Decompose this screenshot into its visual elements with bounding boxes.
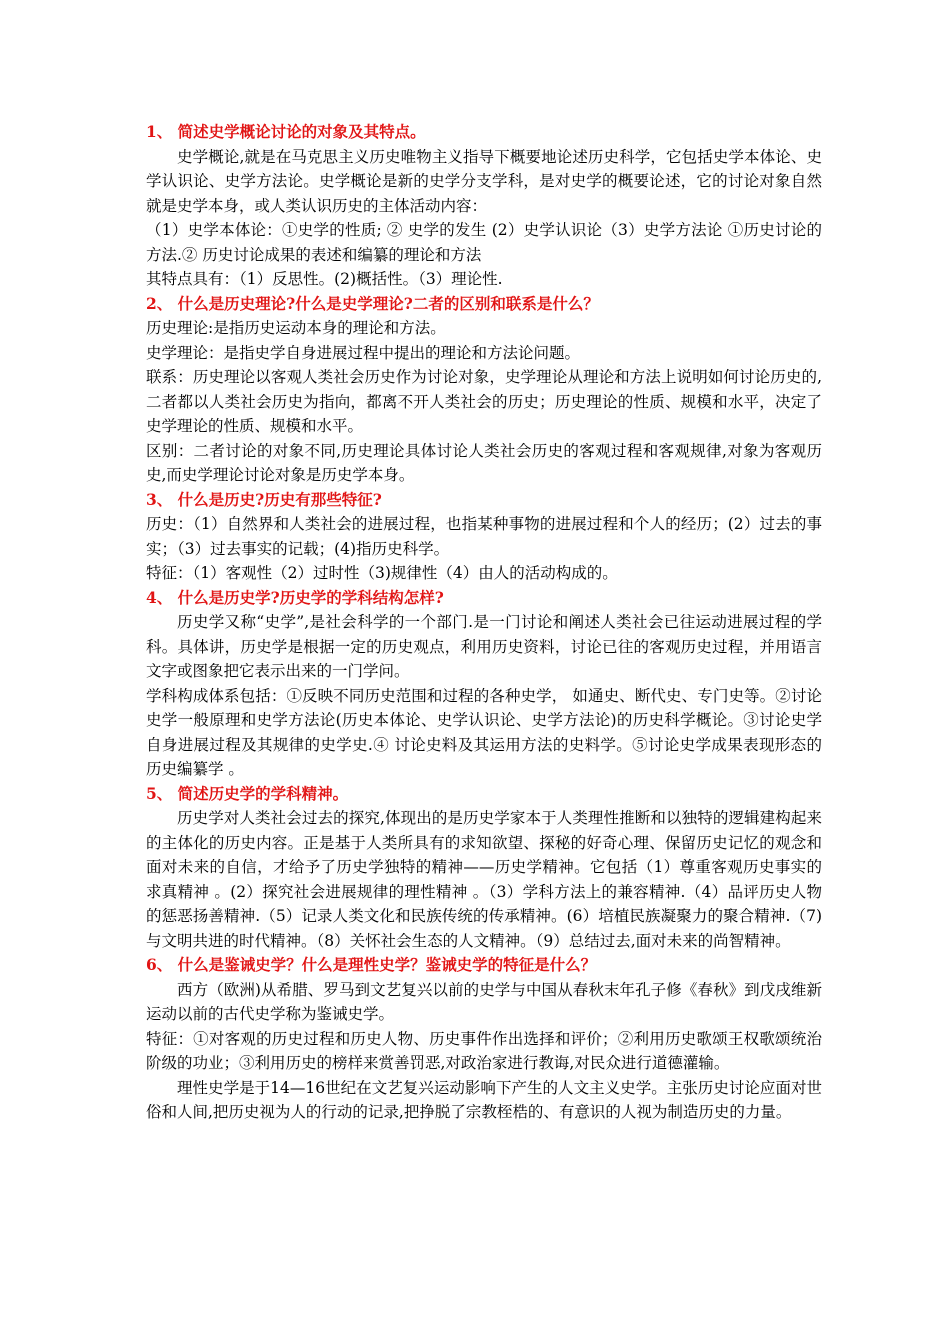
section-heading-3: 3、 什么是历史?历史有那些特征? [146,489,382,509]
paragraph: 历史：（1）自然界和人类社会的进展过程，也指某种事物的进展过程和个人的经历；(2）过去的事实；（3）过去事实的记载；(4)指历史科学。 [146,515,822,558]
paragraph: 历史理论:是指历史运动本身的理论和方法。 [146,319,446,337]
paragraph: 特征：（1）客观性（2）过时性（3)规律性（4）由人的活动构成的。 [146,564,618,582]
paragraph: 学科构成体系包括：①反映不同历史范围和过程的各种史学， 如通史、断代史、专门史等。②讨论史学一般原理和史学方法论(历史本体论、史学认识论、史学方法论)的历史科学概论。③讨论史学自身进展过程及其规律的史学史.④ 讨论史料及其运用方法的史料学。⑤讨论史学成果表现形态的历史编纂学 。 [146,686,822,778]
section-heading-6: 6、 什么是鉴诫史学？什么是理性史学？鉴诫史学的特征是什么？ [146,955,597,974]
section-heading-2: 2、 什么是历史理论?什么是史学理论?二者的区别和联系是什么？ [146,293,599,313]
paragraph: 史学概论,就是在马克思主义历史唯物主义指导下概要地论述历史科学，它包括史学本体论、史学认识论、史学方法论。史学概论是新的史学分支学科，是对史学的概要论述，它的讨论对象自然就是史学本身，或人类认识历史的主体活动内容： [146,147,822,215]
paragraph: 特征：①对客观的历史过程和历史人物、历史事件作出选择和评价；②利用历史歌颂王权歌颂统治阶级的功业；③利用历史的榜样来赏善罚恶,对政治家进行教诲,对民众进行道德灌输。 [146,1029,822,1072]
section-heading-4: 4、 什么是历史学?历史学的学科结构怎样? [146,587,444,607]
paragraph: 其特点具有：（1）反思性。(2)概括性。（3）理论性. [146,270,503,288]
paragraph: 联系：历史理论以客观人类社会历史作为讨论对象，史学理论从理论和方法上说明如何讨论历史的,二者都以人类社会历史为指向，都离不开人类社会的历史；历史理论的性质、规模和水平，决定了史学理论的性质、规模和水平。 [146,368,822,435]
paragraph: 理性史学是于14—16世纪在文艺复兴运动影响下产生的人文主义史学。主张历史讨论应面对世俗和人间,把历史视为人的行动的记录,把挣脱了宗教桎梏的、有意识的人视为制造历史的力量。 [146,1078,822,1121]
paragraph: 史学理论：是指史学自身进展过程中提出的理论和方法论问题。 [146,343,581,362]
paragraph: 历史学又称“史学”,是社会科学的一个部门.是一门讨论和阐述人类社会已往运动进展过程的学科。具体讲，历史学是根据一定的历史观点，利用历史资料，讨论已往的客观历史过程，并用语言文字或图象把它表示出来的一门学问。 [146,613,822,680]
paragraph: 历史学对人类社会过去的探究,体现出的是历史学家本于人类理性推断和以独特的逻辑建构起来的主体化的历史内容。正是基于人类所具有的求知欲望、探秘的好奇心理、保留历史记忆的观念和面对未来的自信，才给予了历史学独特的精神——历史学精神。它包括（1）尊重客观历史事实的求真精神 。(2）探究社会进展规律的理性精神 。（3）学科方法上的兼容精神.（4）品评历史人物的惩恶扬善精神.（5）记录人类文化和民族传统的传承精神。(6）培植民族凝聚力的聚合精神.（7)与文明共进的时代精神。（8）关怀社会生态的人文精神。（9）总结过去,面对未来的尚智精神。 [146,809,822,950]
document-body [146,120,822,1125]
section-heading-1: 1、 简述史学概论讨论的对象及其特点。 [146,122,426,141]
paragraph: 区别：二者讨论的对象不同,历史理论具体讨论人类社会历史的客观过程和客观规律,对象为客观历史,而史学理论讨论对象是历史学本身。 [146,441,822,484]
paragraph: 西方（欧洲)从希腊、罗马到文艺复兴以前的史学与中国从春秋末年孔子修《春秋》到戊戌维新运动以前的古代史学称为鉴诫史学。 [146,980,822,1023]
paragraph: （1）史学本体论：①史学的性质; ② 史学的发生 (2）史学认识论（3）史学方法论 ①历史讨论的方法.② 历史讨论成果的表述和编纂的理论和方法 [146,221,822,264]
section-heading-5: 5、 简述历史学的学科精神。 [146,783,349,803]
